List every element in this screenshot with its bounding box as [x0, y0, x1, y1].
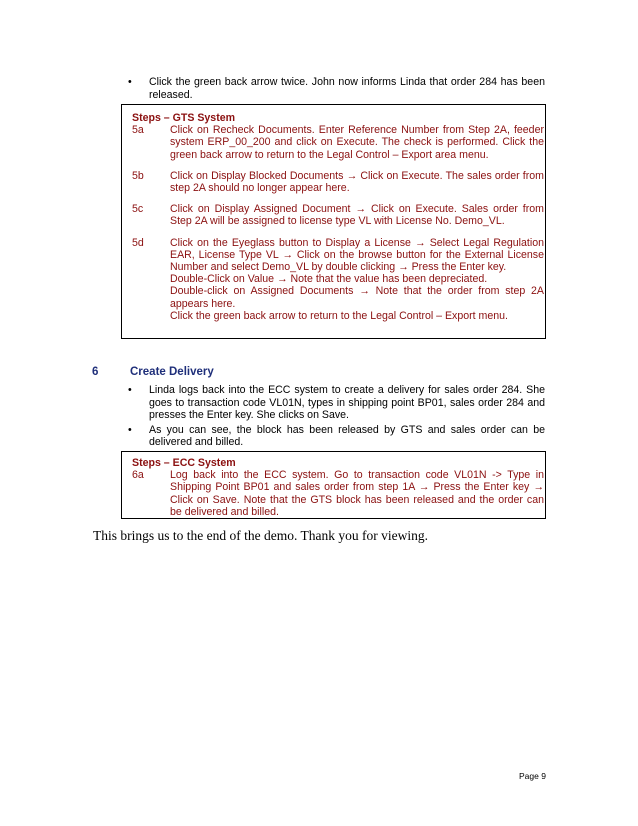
gts-steps-title: Steps – GTS System: [132, 112, 236, 124]
step-id: 5b: [132, 169, 144, 182]
list-item-text: Click the green back arrow twice. John now informs Linda that order 284 has been released.: [149, 76, 545, 101]
step-line: Click on Display Blocked Documents → Click on Execute. The sales order from step 2A should no longer appear here.: [170, 169, 544, 195]
section-bullet-list: [128, 384, 545, 451]
top-bullet-list: [128, 76, 545, 103]
list-item: [128, 384, 545, 422]
step-line: Click the green back arrow to return to the Legal Control – Export menu.: [170, 309, 508, 322]
section-heading: [92, 366, 214, 378]
step-line: Click on Recheck Documents. Enter Reference Number from Step 2A, feeder system ERP_00_200 and click on Execute. The check is performed. Click the green back arrow to return to the Legal Control – Export area menu.: [170, 124, 544, 161]
step-line: Double-click on Assigned Documents → Note that the order from step 2A appears here.: [170, 285, 544, 310]
section-number: 6: [92, 366, 99, 378]
step-text: [170, 124, 545, 161]
step-text: [170, 203, 545, 227]
list-item: [128, 76, 545, 101]
ecc-steps-title: Steps – ECC System: [132, 457, 236, 469]
step-text: [170, 170, 545, 194]
step-row: [122, 203, 545, 227]
ecc-steps-box: [121, 451, 546, 519]
step-text: [170, 237, 545, 322]
step-id: 6a: [132, 469, 144, 482]
step-row: [122, 237, 545, 322]
list-item-text: Linda logs back into the ECC system to create a delivery for sales order 284. She goes to transaction code VL01N, types in shipping point BP01, sales order 284 and presses the Enter key. She clicks on Save.: [149, 384, 545, 422]
section-title: Create Delivery: [130, 366, 214, 378]
step-line: Log back into the ECC system. Go to transaction code VL01N -> Type in Shipping Point BP01 and sales order from step 1A → Press the Enter key → Click on Save. Note that the GTS block has been released and the order can be delivered and billed.: [170, 469, 544, 518]
list-item-text: As you can see, the block has been released by GTS and sales order can be delivered and billed.: [149, 423, 545, 449]
step-line: Double-Click on Value → Note that the value has been depreciated.: [170, 273, 488, 286]
step-id: 5c: [132, 203, 144, 216]
gts-steps-box: [121, 104, 546, 339]
bullet-glyph: •: [128, 384, 132, 396]
step-row: [122, 170, 545, 194]
page-number: Page 9: [519, 771, 546, 781]
bullet-glyph: •: [128, 76, 132, 88]
closing-text: This brings us to the end of the demo. Thank you for viewing.: [93, 528, 428, 543]
bullet-glyph: •: [128, 423, 132, 436]
step-row: [122, 124, 545, 161]
step-line: Click on the Eyeglass button to Display a License → Select Legal Regulation EAR, License Type VL → Click on the browse button for the External License Number and select Demo_VL by double clicking → Press the Enter key.: [170, 236, 544, 274]
step-line: Click on Display Assigned Document → Click on Execute. Sales order from Step 2A will be assigned to license type VL with License No. Demo_VL.: [170, 203, 544, 228]
step-row: [122, 469, 545, 518]
step-id: 5d: [132, 236, 144, 249]
list-item: [128, 424, 545, 449]
step-id: 5a: [132, 124, 144, 137]
step-text: [170, 469, 545, 518]
